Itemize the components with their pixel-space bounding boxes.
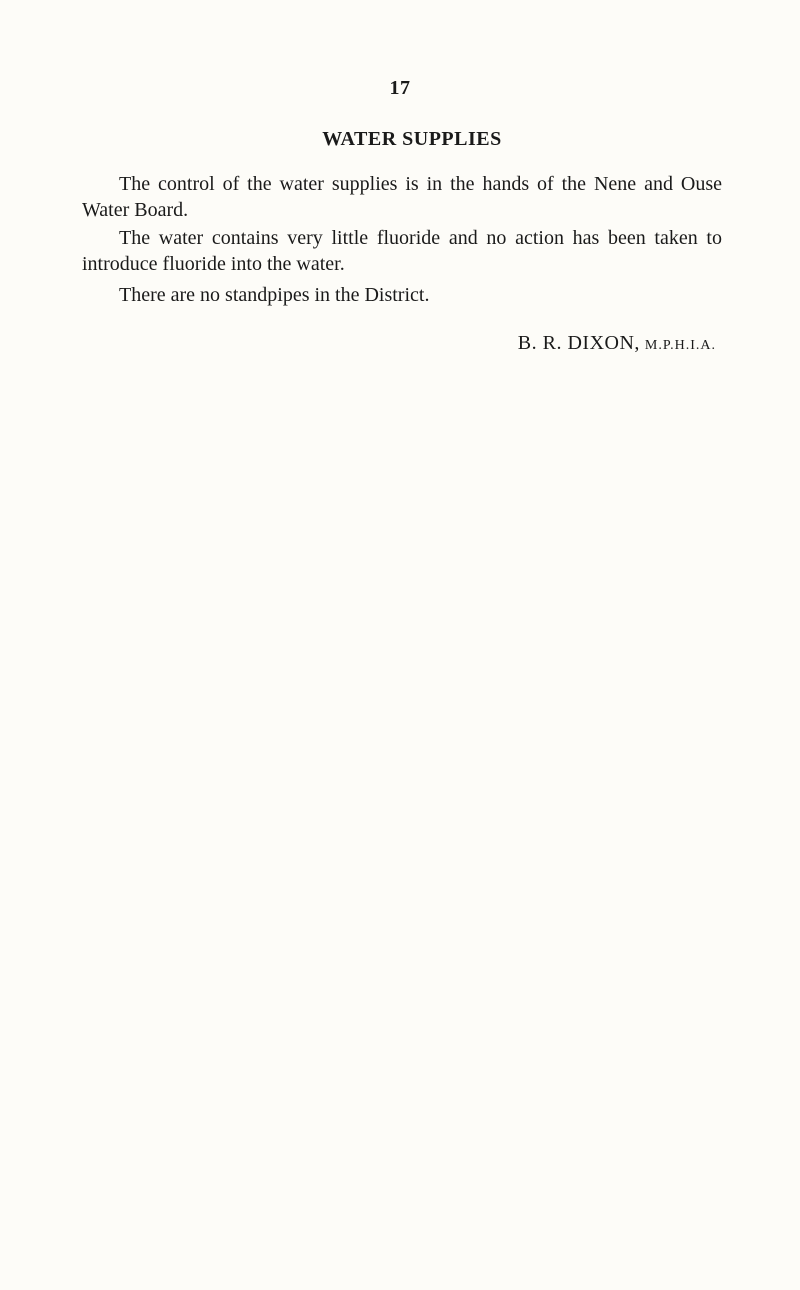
section-heading: WATER SUPPLIES	[322, 128, 502, 150]
signature-qualifications: M.P.H.I.A.	[644, 338, 716, 353]
paragraph-fluoride: The water contains very little fluoride and no action has been taken to introduce fluoride into the water.	[82, 227, 722, 275]
paragraph-water-control: The control of the water supplies is in the hands of the Nene and Ouse Water Board.	[82, 173, 722, 221]
signature-block	[518, 332, 716, 355]
paragraph-standpipes: There are no standpipes in the District.	[119, 284, 430, 306]
signature-name: B. R. DIXON,	[517, 332, 640, 354]
page-number: 17	[389, 77, 411, 99]
